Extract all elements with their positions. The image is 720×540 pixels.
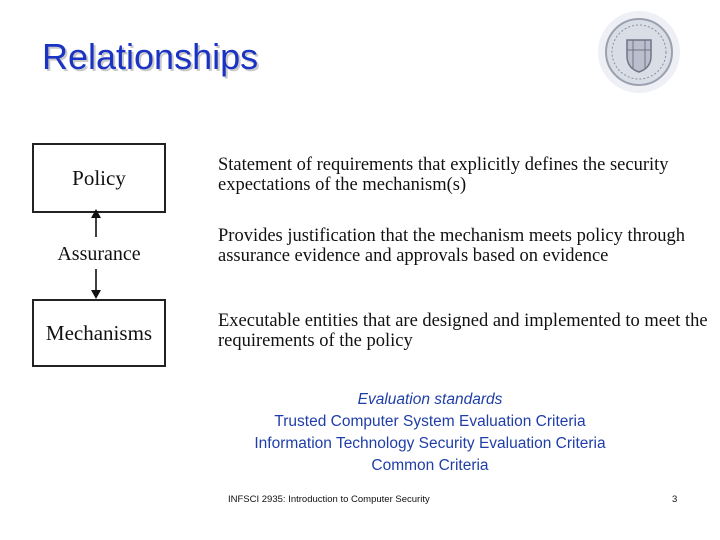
mechanisms-description: Executable entities that are designed and implemented to meet the requirements of the policy <box>218 311 708 351</box>
standard-item: Common Criteria <box>371 457 489 474</box>
standards-heading: Evaluation standards <box>357 391 503 408</box>
standard-item: Information Technology Security Evaluation Criteria <box>254 435 606 452</box>
standard-item: Trusted Computer System Evaluation Criteria <box>274 413 586 430</box>
slide-title: Relationships <box>42 36 259 77</box>
evaluation-standards <box>200 389 660 477</box>
assurance-label: Assurance <box>57 243 141 265</box>
policy-box: Policy <box>32 143 166 213</box>
mechanisms-box: Mechanisms <box>32 299 166 367</box>
footer-course: INFSCI 2935: Introduction to Computer Security <box>228 494 430 505</box>
university-seal-logo <box>597 10 681 94</box>
assurance-description: Provides justification that the mechanism meets policy through assurance evidence and approvals based on evidence <box>218 226 686 266</box>
policy-description: Statement of requirements that explicitly defines the security expectations of the mechanism(s) <box>218 155 669 195</box>
page-number: 3 <box>672 494 678 505</box>
